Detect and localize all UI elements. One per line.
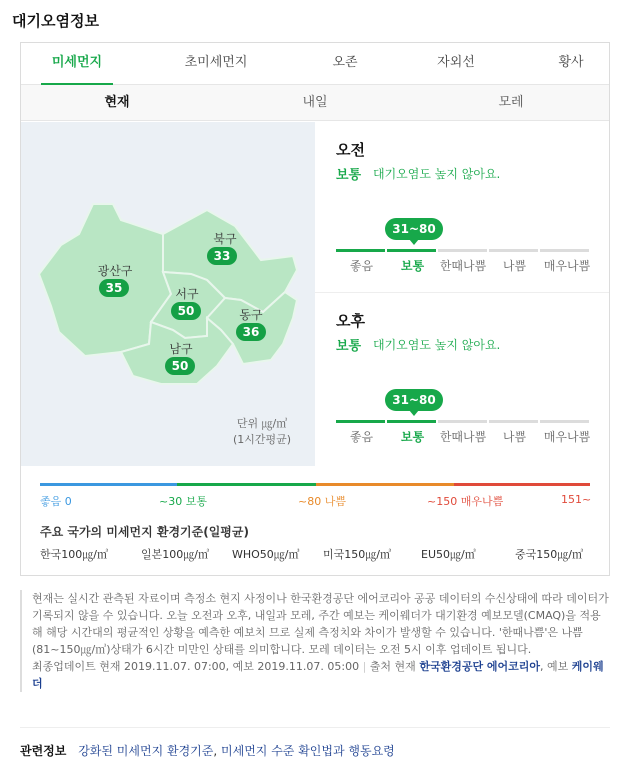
standard-japan: 일본100㎍/㎥ bbox=[141, 548, 209, 561]
level-label-sometimes-bad: 한때나쁨 bbox=[439, 430, 487, 444]
level-label-sometimes-bad: 한때나쁨 bbox=[439, 259, 487, 273]
tab-ozone[interactable]: 오존 bbox=[332, 55, 358, 70]
standard-who: WHO50㎍/㎥ bbox=[232, 548, 300, 561]
region-label-dong: 동구 bbox=[239, 308, 263, 322]
day-tab-tomorrow[interactable]: 내일 bbox=[302, 95, 328, 110]
legend-bar-good bbox=[40, 483, 177, 486]
scale-seg-sometimes-bad bbox=[438, 249, 487, 252]
level-scale bbox=[336, 420, 591, 424]
tab-uv[interactable]: 자외선 bbox=[437, 55, 475, 70]
note-updated: 최종업데이트 현재 2019.11.07. 07:00, 예보 2019.11.07. 05:00 | 출처 현재 한국환경공단 에어코리아, 예보 케이웨더 bbox=[32, 660, 604, 690]
scale-seg-normal bbox=[387, 249, 436, 252]
level-label-good: 좋음 bbox=[349, 259, 374, 273]
level-label-bad: 나쁨 bbox=[502, 430, 527, 444]
source-link-airkorea[interactable]: 한국환경공단 에어코리아 bbox=[419, 660, 541, 673]
level-label-normal: 보통 bbox=[400, 430, 425, 444]
legend-bar-very-bad bbox=[454, 483, 590, 486]
unit-label bbox=[233, 416, 291, 448]
region-value-buk: 33 bbox=[207, 247, 237, 265]
divider bbox=[20, 727, 610, 728]
forecast-label: 오후 bbox=[336, 312, 365, 330]
forecast-range-bubble: 31~80 bbox=[385, 218, 443, 240]
air-pollution-card bbox=[20, 42, 610, 576]
pollutant-tabs bbox=[21, 43, 609, 85]
scale-seg-bad bbox=[489, 420, 538, 423]
source-link-kweather[interactable]: 케이웨더 bbox=[32, 660, 604, 690]
page-title: 대기오염정보 bbox=[12, 12, 99, 30]
level-label-very-bad: 매우나쁨 bbox=[543, 430, 591, 444]
legend-very-bad: ~150 매우나쁨 bbox=[427, 495, 504, 508]
scale-seg-very-bad bbox=[540, 420, 589, 423]
legend-bar-normal bbox=[177, 483, 316, 486]
forecast-status: 보통 bbox=[336, 168, 362, 183]
note-source-label: 출처 현재 bbox=[369, 660, 416, 673]
forecast-range-bubble: 31~80 bbox=[385, 389, 443, 411]
day-tab-day-after[interactable]: 모레 bbox=[498, 95, 524, 110]
region-label-buk: 북구 bbox=[213, 232, 237, 246]
forecast-morning bbox=[315, 122, 609, 292]
level-scale bbox=[336, 249, 591, 253]
scale-seg-good bbox=[336, 420, 385, 423]
standard-eu: EU50㎍/㎥ bbox=[421, 548, 476, 561]
related-sep: , bbox=[213, 744, 218, 758]
level-label-bad: 나쁨 bbox=[502, 259, 527, 273]
scale-seg-sometimes-bad bbox=[438, 420, 487, 423]
region-value-dong: 36 bbox=[236, 323, 266, 341]
region-value-seo: 50 bbox=[171, 302, 201, 320]
related-link-guide[interactable]: 미세먼지 수준 확인법과 행동요령 bbox=[221, 744, 395, 758]
related-info bbox=[20, 742, 395, 759]
standards-title: 주요 국가의 미세먼지 환경기준(일평균) bbox=[40, 525, 249, 539]
region-label-seo: 서구 bbox=[175, 287, 199, 301]
unit-note: (1시간평균) bbox=[233, 433, 292, 446]
tab-ultrafine-dust[interactable]: 초미세먼지 bbox=[184, 55, 248, 70]
tab-yellow-dust[interactable]: 황사 bbox=[558, 55, 584, 70]
level-label-good: 좋음 bbox=[349, 430, 374, 444]
info-note bbox=[20, 590, 610, 692]
region-label-gwangsan: 광산구 bbox=[97, 264, 133, 278]
standard-china: 중국150㎍/㎥ bbox=[515, 548, 583, 561]
standard-usa: 미국150㎍/㎥ bbox=[323, 548, 391, 561]
related-label: 관련정보 bbox=[20, 744, 67, 758]
region-label-nam: 남구 bbox=[169, 342, 193, 356]
forecast-label: 오전 bbox=[336, 141, 365, 159]
scale-seg-very-bad bbox=[540, 249, 589, 252]
note-body: 현재는 실시간 관측된 자료이며 측정소 현지 사정이나 한국환경공단 에어코리아 공공 데이터의 수신상태에 따라 데이터가 기록되지 않을 수 있습니다. 오늘 오전과 오후, 내일과 모레, 주간 예보는 케이웨더가 대기환경 예보모델(CMAQ)을 적용해 해당 시간대의 평균적인 상황을 예측한 예보치 므로 실제 측정치와 차이가 발생할 수 있습니다. '한때나쁨'은 나쁨(81~150㎍/㎥)상태가 6시간 미만인 상태를 의미합니다. 모레 데이터는 오전 5시 이후 업데이트 됩니다. bbox=[32, 592, 609, 656]
note-source-sep: , 예보 bbox=[540, 660, 569, 673]
scale-seg-good bbox=[336, 249, 385, 252]
scale-seg-normal bbox=[387, 420, 436, 423]
standard-korea: 한국100㎍/㎥ bbox=[40, 548, 108, 561]
region-map bbox=[21, 122, 315, 466]
tab-fine-dust[interactable]: 미세먼지 bbox=[41, 43, 113, 85]
forecast-afternoon bbox=[315, 292, 609, 462]
forecast-panel bbox=[315, 122, 609, 466]
legend-max: 151~ bbox=[561, 493, 592, 506]
forecast-description: 대기오염도 높지 않아요. bbox=[373, 167, 501, 181]
level-label-very-bad: 매우나쁨 bbox=[543, 259, 591, 273]
legend-bad: ~80 나쁨 bbox=[298, 495, 346, 508]
scale-seg-bad bbox=[489, 249, 538, 252]
region-value-nam: 50 bbox=[165, 357, 195, 375]
region-value-gwangsan: 35 bbox=[99, 279, 129, 297]
legend-good: 좋음 0 bbox=[40, 495, 72, 508]
legend-normal: ~30 보통 bbox=[159, 495, 207, 508]
note-updated-time: 최종업데이트 현재 2019.11.07. 07:00, 예보 2019.11.07. 05:00 bbox=[32, 660, 360, 673]
related-link-standards[interactable]: 강화된 미세먼지 환경기준 bbox=[78, 744, 214, 758]
unit-text: 단위 ㎍/㎥ bbox=[236, 417, 288, 430]
forecast-status: 보통 bbox=[336, 339, 362, 354]
day-tab-now[interactable]: 현재 bbox=[104, 95, 130, 110]
day-tabs bbox=[21, 85, 609, 121]
legend-bar-bad bbox=[316, 483, 454, 486]
level-label-normal: 보통 bbox=[400, 259, 425, 273]
forecast-description: 대기오염도 높지 않아요. bbox=[373, 338, 501, 352]
